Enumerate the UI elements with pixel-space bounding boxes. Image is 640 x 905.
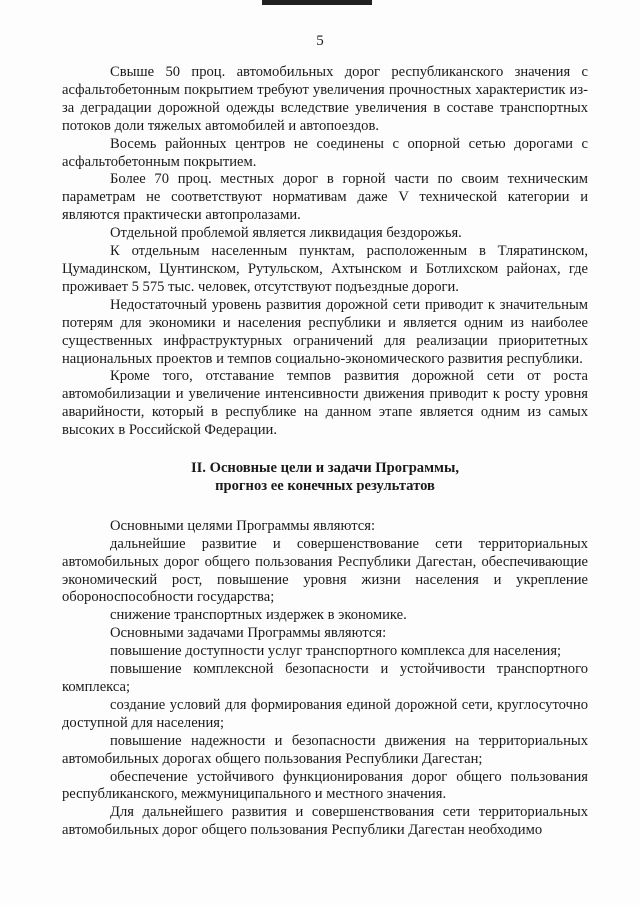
- scan-artifact-mark: [262, 0, 372, 5]
- paragraph: Кроме того, отставание темпов развития дорожной сети от роста автомобилизации и увеличение интенсивности движения приводит к росту уровня аварийности, который в республике на данном этапе является одним из самых высоких в Российской Федерации.: [62, 368, 588, 439]
- section-heading: [62, 460, 588, 496]
- paragraphs-before: [62, 64, 588, 440]
- paragraph: повышение надежности и безопасности движения на территориальных автомобильных дорогах общего пользования Республики Дагестан;: [62, 732, 588, 767]
- paragraph: обеспечение устойчивого функционирования дорог общего пользования республиканского, межмуниципального и местного значения.: [62, 768, 588, 803]
- paragraph: Восемь районных центров не соединены с опорной сетью дорогами с асфальтобетонным покрытием.: [62, 135, 588, 170]
- paragraph: Недостаточный уровень развития дорожной сети приводит к значительным потерям для экономики и населения республики и является одним из наиболее существенных инфраструктурных ограничений для реализации приоритетных национальных проектов и темпов социально-экономического развития республики.: [62, 296, 588, 367]
- paragraph: снижение транспортных издержек в экономике.: [110, 607, 407, 624]
- section-heading-line1: II. Основные цели и задачи Программы,: [190, 460, 460, 477]
- document-body: [62, 64, 588, 840]
- paragraphs-after: [62, 518, 588, 840]
- paragraph: дальнейшие развитие и совершенствование сети территориальных автомобильных дорог общего пользования Республики Дагестан, обеспечивающие экономический рост, повышение уровня жизни населения и укрепление обороноспособности государства;: [62, 535, 588, 606]
- paragraph: Свыше 50 проц. автомобильных дорог республиканского значения с асфальтобетонным покрытием требуют увеличения прочностных характеристик из-за деградации дорожной одежды вследствие увеличения в составе транспортных потоков доли тяжелых автомобилей и автопоездов.: [62, 64, 588, 134]
- paragraph: повышение доступности услуг транспортного комплекса для населения;: [110, 643, 562, 660]
- paragraph: повышение комплексной безопасности и устойчивости транспортного комплекса;: [62, 661, 588, 695]
- paragraph: создание условий для формирования единой дорожной сети, круглосуточно доступной для населения;: [62, 696, 588, 731]
- paragraph: Отдельной проблемой является ликвидация бездорожья.: [110, 225, 462, 242]
- paragraph: Для дальнейшего развития и совершенствования сети территориальных автомобильных дорог общего пользования Республики Дагестан необходимо: [62, 804, 588, 839]
- paragraph: Основными целями Программы являются:: [110, 517, 376, 534]
- section-heading-line2: прогноз ее конечных результатов: [215, 477, 435, 494]
- paragraph: К отдельным населенным пунктам, расположенным в Тляратинском, Цумадинском, Цунтинском, Рутульском, Ахтынском и Ботлихском районах, где проживает 5 575 тыс. человек, отсутствуют подъездные дороги.: [62, 243, 588, 295]
- paragraph: Основными задачами Программы являются:: [110, 625, 387, 642]
- paragraph: Более 70 проц. местных дорог в горной части по своим техническим параметрам не соответствуют нормативам даже V технической категории и являются практически автопролазами.: [62, 171, 588, 224]
- page-number: 5: [316, 33, 324, 49]
